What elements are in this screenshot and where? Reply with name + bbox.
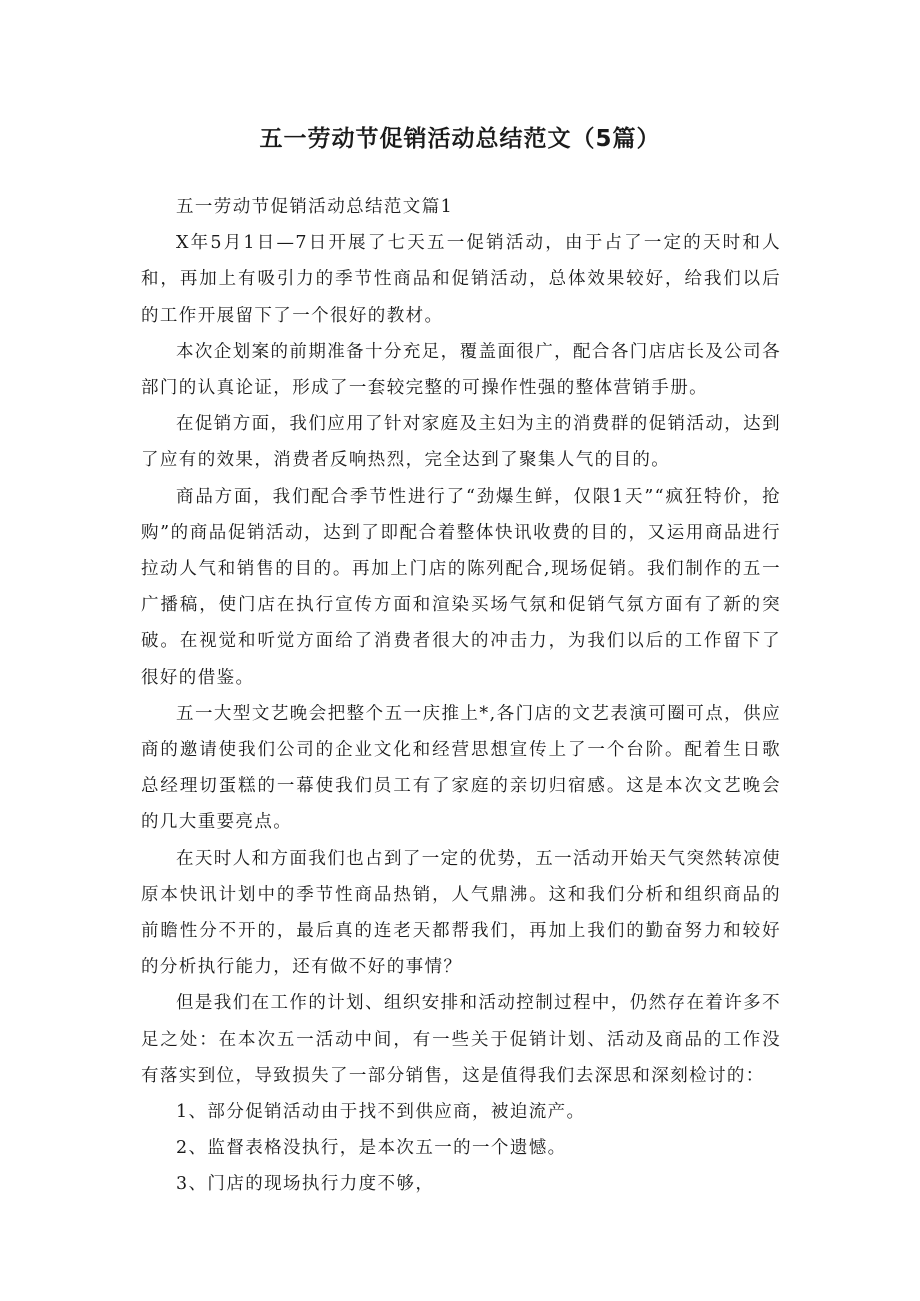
paragraph: 但是我们在工作的计划、组织安排和活动控制过程中，仍然存在着许多不足之处：在本次五一活动中间，有一些关于促销计划、活动及商品的工作没有落实到位，导致损失了一部分销售，这是值得我们去深思和深刻检讨的： — [141, 993, 781, 1086]
document-title: 五一劳动节促销活动总结范文（5篇） — [259, 126, 661, 152]
section-heading: 五一劳动节促销活动总结范文篇1 — [176, 197, 454, 217]
paragraph: 本次企划案的前期准备十分充足，覆盖面很广，配合各门店店长及公司各部门的认真论证，形成了一套较完整的可操作性强的整体营销手册。 — [141, 341, 781, 399]
list-item: 3、门店的现场执行力度不够， — [176, 1174, 435, 1195]
paragraph: 在天时人和方面我们也占到了一定的优势，五一活动开始天气突然转凉使原本快讯计划中的季节性商品热销，人气鼎沸。这和我们分析和组织商品的前瞻性分不开的，最后真的连老天都帮我们，再加上我们的勤奋努力和较好的分析执行能力，还有做不好的事情？ — [141, 848, 781, 978]
list-item: 1、部分促销活动由于找不到供应商，被迫流产。 — [176, 1102, 586, 1123]
list-item: 2、监督表格没执行，是本次五一的一个遗憾。 — [176, 1138, 567, 1159]
paragraph: 五一大型文艺晚会把整个五一庆推上*,各门店的文艺表演可圈可点，供应商的邀请使我们公司的企业文化和经营思想宣传上了一个台阶。配着生日歌总经理切蛋糕的一幕使我们员工有了家庭的亲切归宿感。这是本次文艺晚会的几大重要亮点。 — [141, 703, 781, 833]
paragraph: 商品方面，我们配合季节性进行了“劲爆生鲜，仅限1天”“疯狂特价，抢购”的商品促销活动，达到了即配合着整体快讯收费的目的，又运用商品进行拉动人气和销售的目的。再加上门店的陈列配合,现场促销。我们制作的五一广播稿，使门店在执行宣传方面和渲染买场气氛和促销气氛方面有了新的突破。在视觉和听觉方面给了消费者很大的冲击力，为我们以后的工作留下了很好的借鉴。 — [141, 486, 781, 688]
paragraph: 在促销方面，我们应用了针对家庭及主妇为主的消费群的促销活动，达到了应有的效果，消费者反响热烈，完全达到了聚集人气的目的。 — [141, 414, 781, 471]
paragraph: X年5月1日—7日开展了七天五一促销活动，由于占了一定的天时和人和，再加上有吸引力的季节性商品和促销活动，总体效果较好，给我们以后的工作开展留下了一个很好的教材。 — [141, 233, 781, 326]
document-body — [141, 189, 781, 1203]
